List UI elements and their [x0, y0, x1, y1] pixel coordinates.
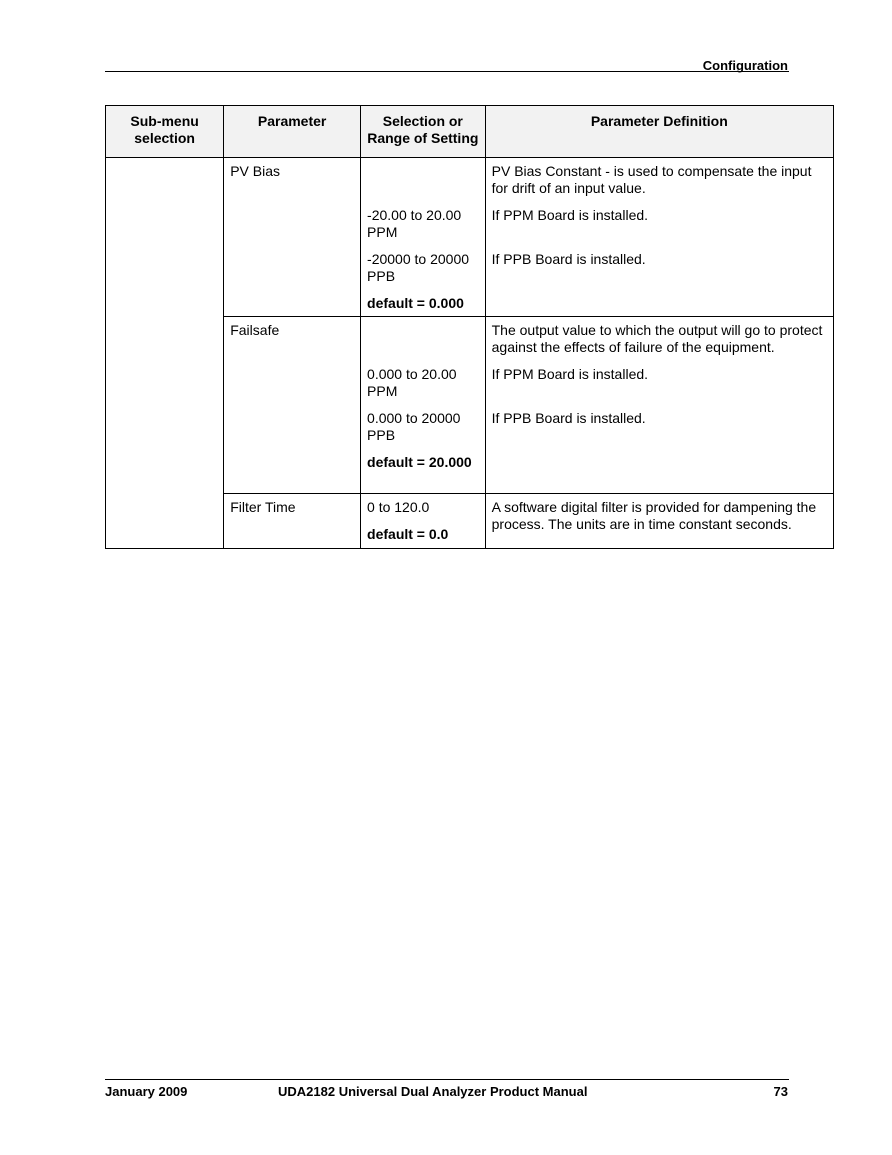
setting-default: default = 0.0 — [367, 526, 449, 542]
setting-line — [367, 322, 479, 356]
page-header-title: Configuration — [702, 58, 788, 73]
table-header-row — [106, 106, 834, 158]
definition-line: PV Bias Constant - is used to compensate the input for drift of an input value. — [491, 163, 812, 196]
footer-manual-title: UDA2182 Universal Dual Analyzer Product Manual — [278, 1084, 588, 1099]
configuration-table — [105, 105, 834, 549]
setting-line: 0.000 to 20000 PPB — [367, 410, 461, 443]
column-header-submenu: Sub-menu selection — [106, 106, 224, 158]
definition-line: If PPB Board is installed. — [491, 251, 646, 267]
setting-line: -20.00 to 20.00 PPM — [367, 207, 462, 240]
parameter-cell: Failsafe — [224, 317, 361, 494]
footer-date: January 2009 — [105, 1084, 188, 1099]
setting-default: default = 0.000 — [367, 295, 464, 311]
setting-cell — [361, 158, 486, 317]
definition-line: A software digital filter is provided for dampening the process. The units are in time constant seconds. — [491, 499, 817, 532]
page-number: 73 — [773, 1084, 788, 1099]
setting-default: default = 20.000 — [367, 454, 472, 470]
definition-cell — [485, 158, 833, 317]
parameter-cell: Filter Time — [224, 494, 361, 549]
definition-line: If PPB Board is installed. — [491, 410, 646, 426]
parameter-cell: PV Bias — [224, 158, 361, 317]
table-row — [106, 158, 834, 317]
footer-rule — [105, 1079, 789, 1080]
column-header-setting: Selection or Range of Setting — [361, 106, 486, 158]
setting-cell — [361, 317, 486, 494]
setting-line: 0.000 to 20.00 PPM — [367, 366, 457, 399]
setting-line — [367, 163, 479, 197]
definition-line: If PPM Board is installed. — [491, 366, 649, 382]
setting-cell — [361, 494, 486, 549]
column-header-definition: Parameter Definition — [485, 106, 833, 158]
setting-line: -20000 to 20000 PPB — [367, 251, 470, 284]
definition-cell — [485, 317, 833, 494]
submenu-cell — [106, 158, 224, 549]
definition-line: If PPM Board is installed. — [491, 207, 649, 223]
header-rule — [105, 71, 789, 72]
column-header-parameter: Parameter — [224, 106, 361, 158]
definition-cell — [485, 494, 833, 549]
definition-line: The output value to which the output will go to protect against the effects of failure of the equipment. — [491, 322, 823, 355]
setting-line: 0 to 120.0 — [367, 499, 430, 515]
